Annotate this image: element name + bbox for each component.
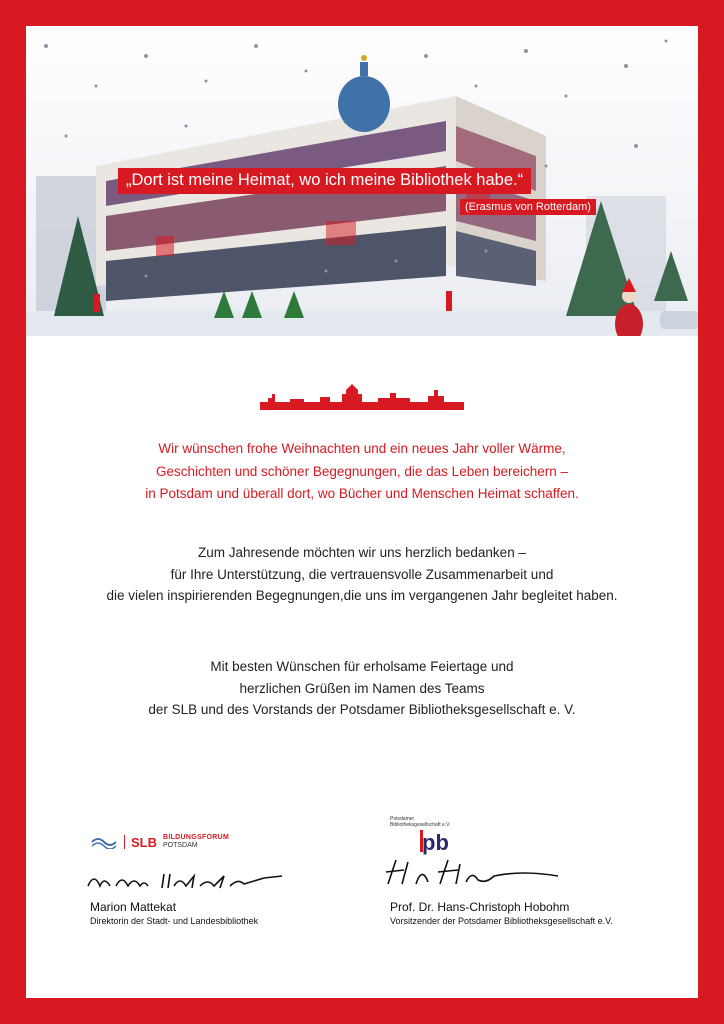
- greeting-line: in Potsdam und überall dort, wo Bücher und Menschen Heimat schaffen.: [145, 486, 579, 501]
- thanks-text: [26, 542, 698, 607]
- hero-quote-author: (Erasmus von Rotterdam): [460, 199, 596, 215]
- signature-left-icon: [84, 866, 284, 896]
- wishes-text: [26, 656, 698, 721]
- slb-name: SLB: [131, 834, 157, 850]
- greeting-card: [26, 26, 698, 998]
- signatory-name: Marion Mattekat: [90, 900, 177, 914]
- signatory-name: Prof. Dr. Hans-Christoph Hobohm: [390, 900, 570, 914]
- slb-line2: POTSDAM: [163, 842, 198, 849]
- potsdam-skyline-icon: [260, 380, 464, 412]
- thanks-line: die vielen inspirierenden Begegnungen,die uns im vergangenen Jahr begleitet haben.: [106, 588, 618, 603]
- signature-right-icon: [382, 854, 562, 894]
- pb-mark: pb: [422, 830, 449, 855]
- slb-wave-icon: [90, 835, 118, 849]
- signatory-role: Direktorin der Stadt- und Landesbibliothek: [90, 916, 259, 926]
- pb-logo: [390, 816, 490, 858]
- slb-logo: [90, 832, 229, 852]
- pb-line1: Potsdamer: [390, 816, 415, 822]
- wishes-line: der SLB und des Vorstands der Potsdamer Bibliotheksgesellschaft e. V.: [148, 702, 576, 717]
- wishes-line: herzlichen Grüßen im Namen des Teams: [239, 680, 485, 696]
- wishes-line: Mit besten Wünschen für erholsame Feiertage und: [210, 659, 514, 674]
- greeting-line: Geschichten und schöner Begegnungen, die das Leben bereichern –: [155, 463, 569, 479]
- slb-subtitle: [163, 834, 229, 850]
- hero-illustration: [26, 26, 698, 336]
- pb-caption: [390, 816, 450, 828]
- greeting-line: Wir wünschen frohe Weihnachten und ein neues Jahr voller Wärme,: [158, 441, 566, 456]
- greeting-text: [26, 438, 698, 506]
- hero-quote: „Dort ist meine Heimat, wo ich meine Bibliothek habe.“: [118, 168, 531, 194]
- thanks-line: Zum Jahresende möchten wir uns herzlich bedanken –: [198, 545, 526, 560]
- slb-line1: BILDUNGSFORUM: [163, 834, 230, 841]
- thanks-line: für Ihre Unterstützung, die vertrauensvolle Zusammenarbeit und: [170, 566, 554, 582]
- pb-line2: Bibliotheksgesellschaft e.V.: [390, 822, 451, 828]
- signatory-role: Vorsitzender der Potsdamer Bibliotheksgesellschaft e.V.: [390, 916, 613, 926]
- slb-separator: [124, 835, 125, 849]
